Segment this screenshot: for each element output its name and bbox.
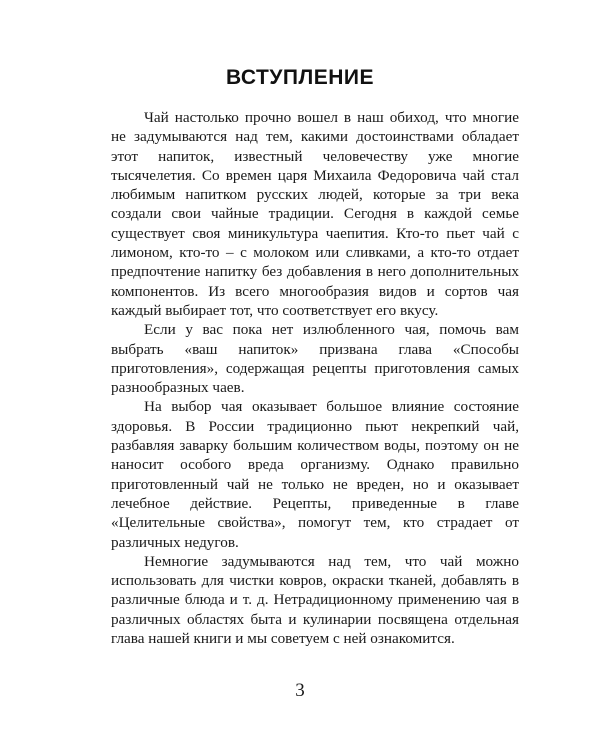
page-number: 3 — [295, 680, 305, 701]
paragraph-1: Чай настолько прочно вошел в наш обиход, что многие не задумываются над тем, какими достоинствами обладает этот напиток, известный человечеству уже многие тысячелетия. Со времен царя Михаила Федоровича чай стал любимым напитком русских людей, которые за три века создали свои чайные традиции. Сегодня в каждой семье существует своя миникультура чаепития. Кто-то пьет чай с лимоном, кто-то – с молоком или сливками, а кто-то отдает предпочтение напитку без добавления в него дополнительных компонентов. Из всего многообразия видов и сортов чая каждый выбирает тот, что соответствует его вкусу. — [111, 109, 519, 319]
paragraph-4: Немногие задумываются над тем, что чай можно использовать для чистки ковров, окраски тканей, добавлять в различные блюда и т. д. Нетрадиционному применению чая в различных областях быта и кулинарии посвящена отдельная глава нашей книги и мы советуем с ней ознакомится. — [111, 552, 519, 648]
paragraph-3: На выбор чая оказывает большое влияние состояние здоровья. В России традиционно пьют некрепкий чай, разбавляя заварку большим количеством воды, поэтому он не наносит особого вреда организму. Однако правильно приготовленный чай не только не вреден, но и оказывает лечебное действие. Рецепты, приведенные в главе «Целительные свойства», помогут тем, кто страдает от различных недугов. — [111, 398, 519, 551]
body-text — [111, 108, 519, 648]
chapter-title: ВСТУПЛЕНИЕ — [225, 66, 374, 89]
paragraph-2: Если у вас пока нет излюбленного чая, помочь вам выбрать «ваш напиток» призвана глава «Способы приготовления», содержащая рецепты приготовления самых разнообразных чаев. — [111, 321, 519, 397]
